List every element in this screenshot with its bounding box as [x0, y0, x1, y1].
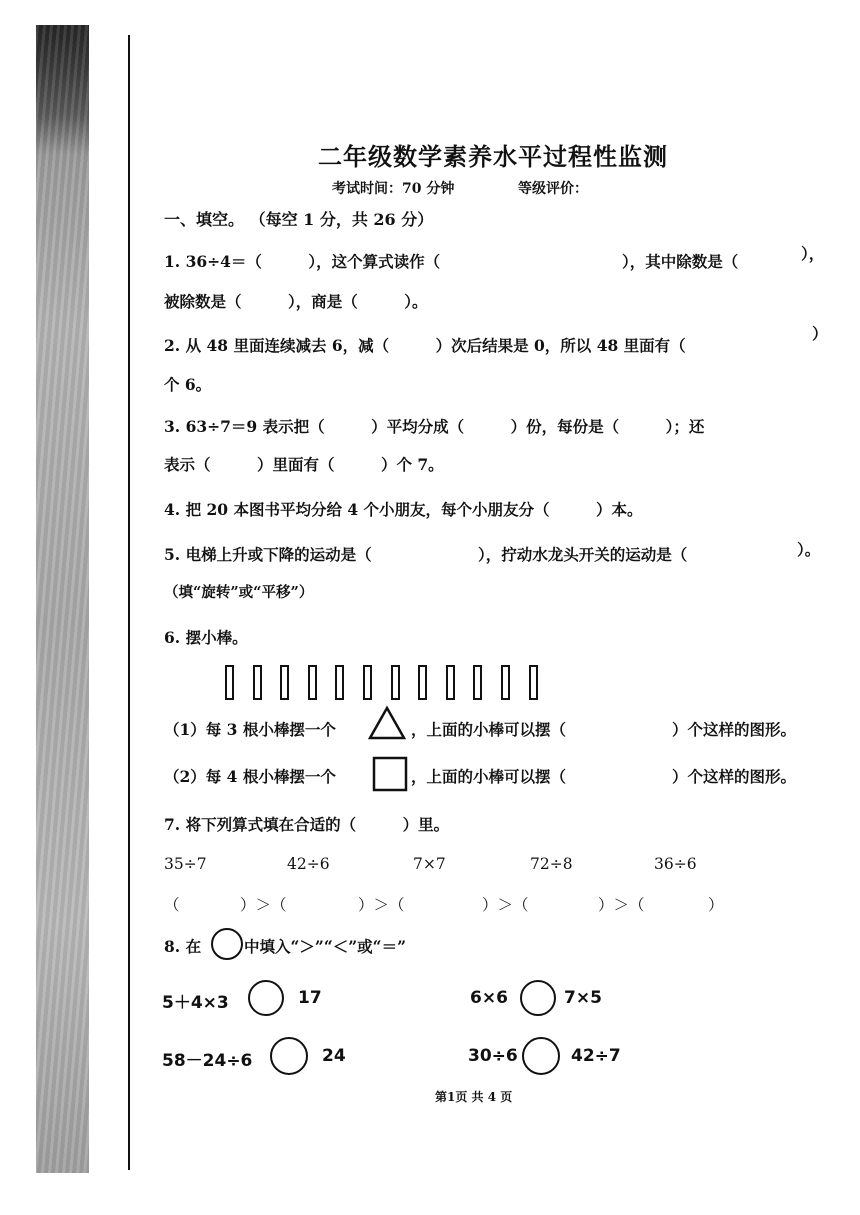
q8-item4-right: 42÷7	[571, 1046, 621, 1066]
q7-stem: 7. 将下列算式填在合适的（ ）里。	[164, 815, 450, 834]
q5-line1-part3: ）。	[797, 540, 821, 559]
q1-line2: 被除数是（ ），商是（ ）。	[164, 292, 428, 311]
stick-icon	[446, 665, 455, 700]
q8-item2-right: 7×5	[564, 988, 602, 1008]
q7-expression-1: 35÷7	[164, 855, 207, 873]
q5-line1-part2: ），拧动水龙头开关的运动是（	[478, 545, 688, 564]
q3-line1: 3. 63÷7＝9 表示把（ ）平均分成（ ）份，每份是（ ）；还	[164, 417, 705, 436]
q1-line1-part3: ），	[801, 244, 825, 263]
q3-line2: 表示（ ）里面有（ ）个 7。	[164, 455, 444, 474]
stick-icon	[308, 665, 317, 700]
page-footer: 第1页 共 4 页	[435, 1090, 513, 1104]
q7-expression-5: 36÷6	[654, 855, 697, 873]
stick-icon	[225, 665, 234, 700]
q5-line2: （填“旋转”或“平移”）	[164, 584, 314, 601]
q7-order-4: ）＞（	[482, 896, 529, 914]
stick-icon	[418, 665, 427, 700]
q7-order-3: ）＞（	[358, 896, 405, 914]
q7-order-2: ）＞（	[240, 896, 287, 914]
q8-item1-right: 17	[298, 988, 322, 1008]
q2-line1-close: ）	[812, 324, 828, 343]
q6-sub2-text: （2）每 4 根小棒摆一个	[164, 767, 336, 786]
q6-stem: 6. 摆小棒。	[164, 628, 248, 647]
page-title: 二年级数学素养水平过程性监测	[318, 142, 668, 171]
stick-icon	[363, 665, 372, 700]
q2-line1: 2. 从 48 里面连续减去 6，减（ ）次后结果是 0，所以 48 里面有（	[164, 336, 686, 355]
grade-evaluation: 等级评价：	[518, 181, 588, 197]
exam-time: 考试时间：70 分钟	[332, 181, 455, 197]
q7-expression-2: 42÷6	[287, 855, 330, 873]
q7-expression-3: 7×7	[413, 855, 446, 873]
compare-circle-3[interactable]	[270, 1037, 308, 1075]
q1-line1-part1: 1. 36÷4＝（ ），这个算式读作（	[164, 252, 441, 271]
q6-sub2-middle: ，上面的小棒可以摆（	[411, 767, 567, 786]
triangle-icon	[367, 705, 407, 741]
q2-line2: 个 6。	[164, 375, 212, 394]
compare-circle-2[interactable]	[520, 980, 556, 1016]
q8-stem-part2: 中填入“＞”“＜”或“＝”	[244, 937, 406, 956]
stick-icon	[391, 665, 400, 700]
q8-item3-left: 58－24÷6	[162, 1051, 253, 1071]
q6-sub1-middle: ，上面的小棒可以摆（	[411, 720, 567, 739]
stick-icon	[335, 665, 344, 700]
circle-icon	[211, 928, 243, 960]
q7-expression-4: 72÷8	[530, 855, 573, 873]
q7-order-1: （	[164, 896, 180, 914]
q8-stem-part1: 8. 在	[164, 937, 202, 956]
q6-sub1-end: ）个这样的图形。	[672, 720, 797, 739]
stick-icon	[473, 665, 482, 700]
binding-strip	[36, 25, 89, 1173]
stick-icon	[529, 665, 538, 700]
q6-sub2-end: ）个这样的图形。	[672, 767, 797, 786]
compare-circle-4[interactable]	[522, 1037, 560, 1075]
stick-icon	[501, 665, 510, 700]
q7-order-6: ）	[708, 896, 724, 914]
q8-item1-left: 5＋4×3	[162, 993, 229, 1013]
square-icon	[372, 756, 408, 792]
q7-order-5: ）＞（	[598, 896, 645, 914]
compare-circle-1[interactable]	[248, 980, 284, 1016]
binding-line	[128, 35, 130, 1170]
stick-icon	[280, 665, 289, 700]
section-heading: 一、填空。 （每空 1 分，共 26 分）	[164, 210, 434, 229]
stick-icon	[253, 665, 262, 700]
q8-item4-left: 30÷6	[468, 1046, 518, 1066]
q6-sub1-text: （1）每 3 根小棒摆一个	[164, 720, 336, 739]
q8-item2-left: 6×6	[470, 988, 508, 1008]
q4-line: 4. 把 20 本图书平均分给 4 个小朋友，每个小朋友分（ ）本。	[164, 500, 643, 519]
q1-line1-part2: ），其中除数是（	[622, 252, 739, 271]
q8-item3-right: 24	[322, 1046, 346, 1066]
q5-line1-part1: 5. 电梯上升或下降的运动是（	[164, 545, 372, 564]
